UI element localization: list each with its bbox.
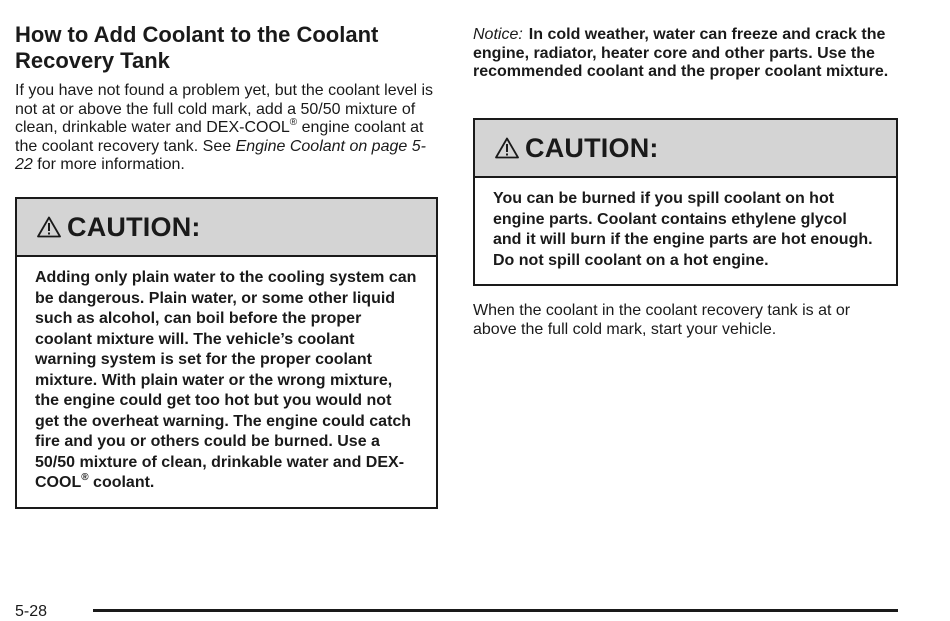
footer-divider — [93, 609, 898, 612]
caution-text-2: coolant. — [88, 474, 155, 491]
caution-title: CAUTION: — [525, 132, 659, 163]
notice-label: Notice: — [473, 26, 523, 43]
caution-text: You can be burned if you spill coolant on hot engine parts. Coolant contains ethylene glycol and it will burn if the engine parts are hot enough. Do not spill coolant on a hot engine. — [493, 190, 873, 269]
caution-header — [475, 120, 896, 178]
intro-text-1: If you have not found a problem yet, but the coolant level is not at or above the full cold mark, add a 50/50 mixture of clean, drinkable water and DEX-COOL — [15, 82, 434, 136]
caution-text-1: Adding only plain water to the cooling system can be dangerous. Plain water, or some other liquid such as alcohol, can boil before the proper coolant mixture will. The vehicle’s coolant warning system is set for the proper coolant mixture. With plain water or the wrong mixture, the engine could get too hot but you would not get the overheat warning. The engine could catch fire and you or others could be burned. Use a 50/50 mixture of clean, drinkable water and DEX-COOL — [35, 269, 417, 491]
left-column — [15, 22, 438, 175]
section-heading: How to Add Coolant to the Coolant Recovery Tank — [15, 22, 379, 73]
intro-text-3: for more information. — [32, 156, 185, 173]
caution-box-right — [473, 118, 898, 286]
caution-text — [17, 257, 436, 508]
caution-title: CAUTION: — [67, 211, 201, 242]
warning-triangle-icon — [495, 137, 519, 159]
right-column — [473, 26, 898, 82]
notice-paragraph — [473, 26, 898, 82]
intro-text-2: engine coolant at the coolant recovery tank. See — [15, 119, 424, 155]
registered-mark: ® — [81, 471, 89, 483]
notice-text: In cold weather, water can freeze and crack the engine, radiator, heater core and other parts. Use the recommended coolant and the proper coolant mixture. — [473, 26, 889, 80]
caution-box-left — [15, 197, 438, 509]
after-paragraph: When the coolant in the coolant recovery tank is at or above the full cold mark, start your vehicle. — [473, 302, 851, 338]
cross-reference-link: Engine Coolant on page 5-22 — [15, 137, 426, 173]
caution-header — [17, 199, 436, 257]
registered-mark: ® — [289, 116, 298, 128]
warning-triangle-icon — [37, 216, 61, 238]
page-number: 5-28 — [15, 603, 48, 620]
intro-paragraph — [15, 82, 438, 175]
